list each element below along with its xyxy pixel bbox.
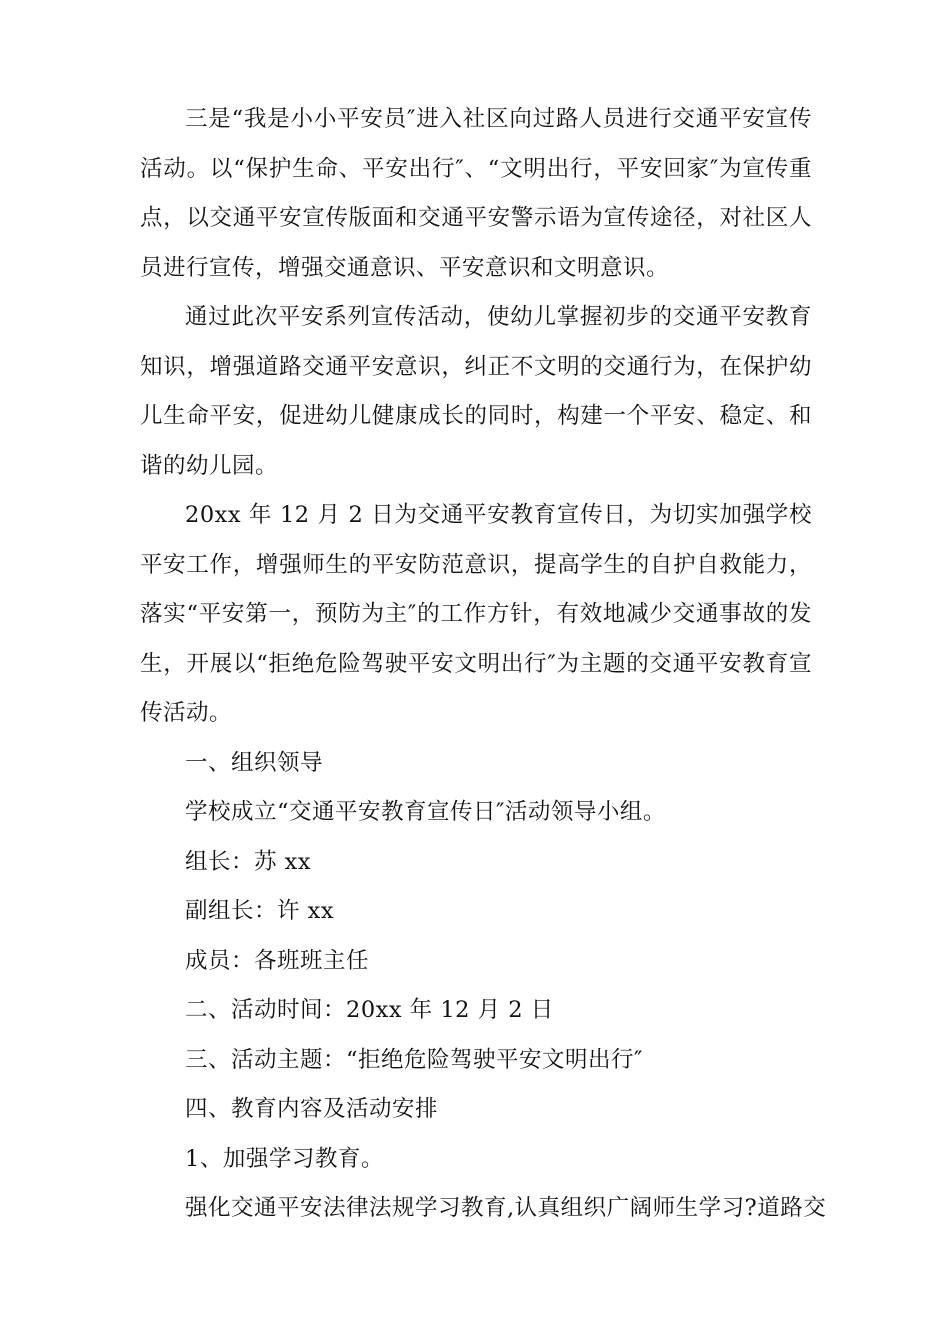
heading-strengthen-study: 1、加强学习教育。 <box>185 1145 384 1172</box>
heading-organization: 一、组织领导 <box>185 749 324 776</box>
line-leadership-group: 学校成立“交通平安教育宣传日″活动领导小组。 <box>185 799 666 825</box>
line-group-leader: 组长：苏 xx <box>185 848 312 875</box>
heading-education-content: 四、教育内容及活动安排 <box>185 1096 439 1122</box>
heading-activity-theme: 三、活动主题：“拒绝危险驾驶平安文明出行″ <box>185 1046 643 1073</box>
document-body <box>140 95 827 1234</box>
paragraph-activity-summary: 通过此次平安系列宣传活动，使幼儿掌握初步的交通平安教育知识，增强道路交通平安意识，纠正不文明的交通行为，在保护幼儿生命平安，促进幼儿健康成长的同时，构建一个平安、稳定、和谐的幼儿园。 <box>140 304 812 479</box>
paragraph-community-campaign: 三是“我是小小平安员″进入社区向过路人员进行交通平安宣传活动。以“保护生命、平安出行″、“文明出行，平安回家″为宣传重点，以交通平安宣传版面和交通平安警示语为宣传途径，对社区人员进行宣传，增强交通意识、平安意识和文明意识。 <box>140 106 812 281</box>
line-members: 成员：各班班主任 <box>185 947 370 974</box>
line-deputy-leader: 副组长：许 xx <box>185 898 335 924</box>
paragraph-education-day: 20xx 年 12 月 2 日为交通平安教育宣传日，为切实加强学校平安工作，增强师生的平安防范意识，提高学生的自护自救能力，落实“平安第一，预防为主″的工作方针，有效地减少交通事故的发生，开展以“拒绝危险驾驶平安文明出行″为主题的交通平安教育宣传活动。 <box>140 502 812 726</box>
line-law-study: 强化交通平安法律法规学习教育,认真组织广阔师生学习?道路交 <box>185 1195 827 1221</box>
heading-activity-time: 二、活动时间：20xx 年 12 月 2 日 <box>185 997 554 1023</box>
